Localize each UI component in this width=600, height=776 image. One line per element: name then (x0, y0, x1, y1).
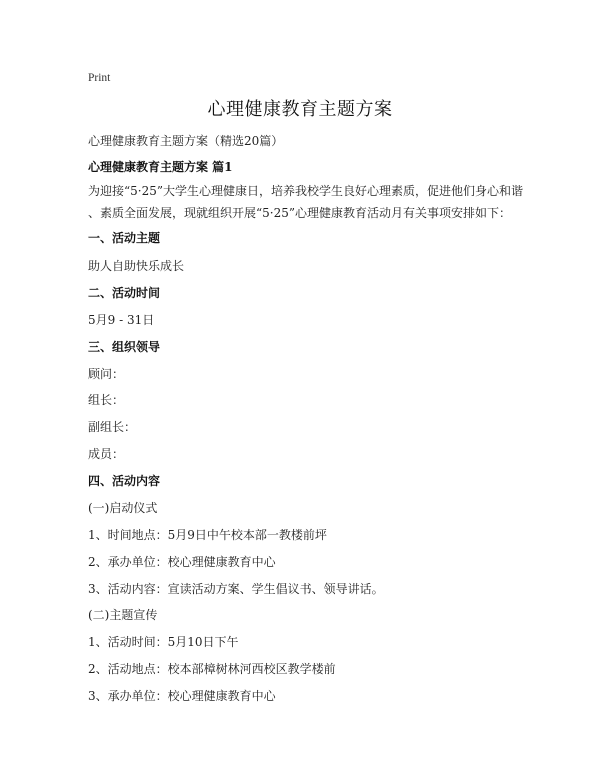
section-4-sub1: (一)启动仪式 (88, 501, 158, 515)
section-2-heading: 二、活动时间 (88, 286, 161, 300)
section-2-text: 5月9 - 31日 (88, 313, 155, 327)
print-label: Print (88, 72, 111, 84)
section-3-leader: 组长： (88, 393, 125, 407)
section-3-vice-leader: 副组长： (88, 420, 137, 434)
section-4-sub2: (二)主题宣传 (88, 608, 158, 622)
document-subtitle: 心理健康教育主题方案（精选20篇） (88, 134, 284, 148)
section-4-sub2-item1: 1、活动时间：5月10日下午 (88, 635, 239, 649)
section-4-sub2-item3: 3、承办单位：校心理健康教育中心 (88, 689, 276, 703)
intro-line-1: 为迎接“5·25”大学生心理健康日，培养我校学生良好心理素质，促进他们身心和谐 (88, 184, 523, 198)
intro-line-2: 、素质全面发展，现就组织开展“5·25”心理健康教育活动月有关事项安排如下： (88, 206, 511, 220)
document-title: 心理健康教育主题方案 (207, 99, 393, 120)
section-4-sub1-item3: 3、活动内容：宣读活动方案、学生倡议书、领导讲话。 (88, 582, 384, 596)
section-4-sub2-item2: 2、活动地点：校本部樟树林河西校区教学楼前 (88, 662, 336, 676)
section-4-sub1-item1: 1、时间地点：5月9日中午校本部一教楼前坪 (88, 528, 327, 542)
intro-paragraph (88, 180, 524, 224)
section-4-heading: 四、活动内容 (88, 474, 161, 488)
section-4-sub1-item2: 2、承办单位：校心理健康教育中心 (88, 555, 276, 569)
section-1-heading: 一、活动主题 (88, 231, 161, 245)
chapter-heading: 心理健康教育主题方案 篇1 (88, 160, 233, 174)
section-3-adviser: 顾问： (88, 367, 125, 381)
section-3-heading: 三、组织领导 (88, 340, 161, 354)
section-1-text: 助人自助快乐成长 (88, 259, 185, 273)
section-3-members: 成员： (88, 447, 125, 461)
